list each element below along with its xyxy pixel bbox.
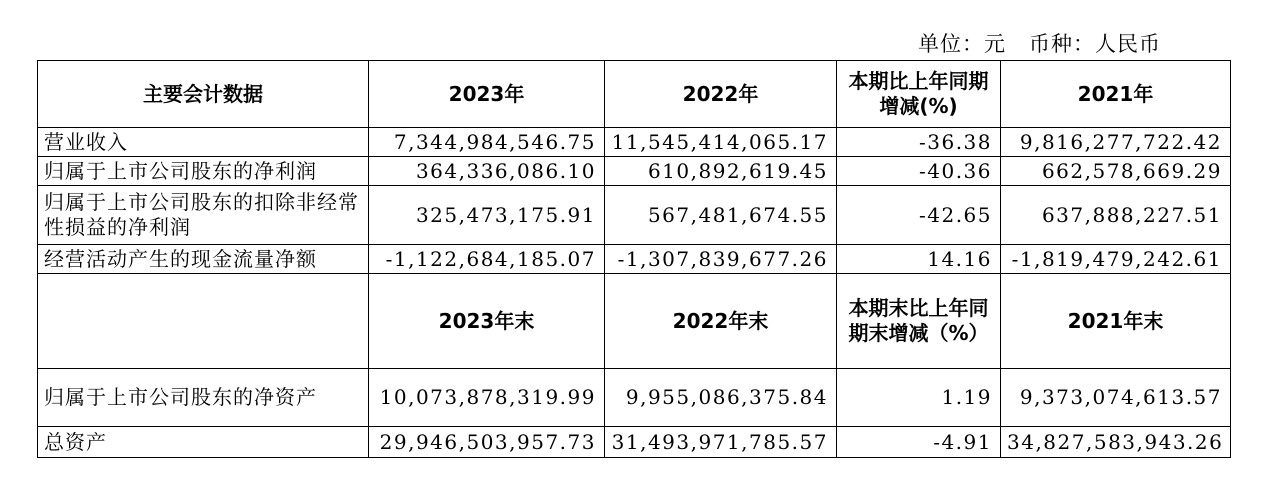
header-2021-end: 2021年末 (1001, 274, 1231, 369)
value-2023: -1,122,684,185.07 (369, 245, 605, 274)
row-label: 归属于上市公司股东的净利润 (38, 157, 369, 186)
header-row-period-end (38, 274, 1231, 369)
header-main-data: 主要会计数据 (38, 61, 369, 128)
table-row (38, 186, 1231, 245)
table-row (38, 128, 1231, 157)
value-change: -40.36 (837, 157, 1001, 186)
value-change: -36.38 (837, 128, 1001, 157)
key-accounting-data-table (37, 60, 1231, 458)
table-row (38, 245, 1231, 274)
row-label: 经营活动产生的现金流量净额 (38, 245, 369, 274)
value-2021: 662,578,669.29 (1001, 157, 1231, 186)
value-2022: 11,545,414,065.17 (605, 128, 837, 157)
row-label: 归属于上市公司股东的净资产 (38, 369, 369, 427)
unit-currency-note: 单位：元 币种：人民币 (917, 32, 1161, 56)
header-blank (38, 274, 369, 369)
header-2023-end: 2023年末 (369, 274, 605, 369)
table-row (38, 369, 1231, 427)
value-2021: 9,816,277,722.42 (1001, 128, 1231, 157)
value-2023: 29,946,503,957.73 (369, 427, 605, 458)
row-label: 归属于上市公司股东的扣除非经常性损益的净利润 (38, 186, 369, 245)
value-2022: 31,493,971,785.57 (605, 427, 837, 458)
value-2023: 325,473,175.91 (369, 186, 605, 245)
value-2022: 610,892,619.45 (605, 157, 837, 186)
value-change: 14.16 (837, 245, 1001, 274)
value-2023: 7,344,984,546.75 (369, 128, 605, 157)
value-change: -4.91 (837, 427, 1001, 458)
value-2021: -1,819,479,242.61 (1001, 245, 1231, 274)
value-2022: -1,307,839,677.26 (605, 245, 837, 274)
value-2021: 637,888,227.51 (1001, 186, 1231, 245)
value-2021: 9,373,074,613.57 (1001, 369, 1231, 427)
header-row-annual (38, 61, 1231, 128)
header-2023: 2023年 (369, 61, 605, 128)
header-2022: 2022年 (605, 61, 837, 128)
table-row (38, 427, 1231, 458)
row-label: 总资产 (38, 427, 369, 458)
header-2022-end: 2022年末 (605, 274, 837, 369)
value-change: -42.65 (837, 186, 1001, 245)
table-row (38, 157, 1231, 186)
value-2023: 10,073,878,319.99 (369, 369, 605, 427)
header-2021: 2021年 (1001, 61, 1231, 128)
value-change: 1.19 (837, 369, 1001, 427)
header-period-end-change: 本期末比上年同期末增减（%） (837, 274, 1001, 369)
value-2023: 364,336,086.10 (369, 157, 605, 186)
value-2022: 567,481,674.55 (605, 186, 837, 245)
row-label: 营业收入 (38, 128, 369, 157)
value-2022: 9,955,086,375.84 (605, 369, 837, 427)
value-2021: 34,827,583,943.26 (1001, 427, 1231, 458)
header-yoy-change: 本期比上年同期增减(%) (837, 61, 1001, 128)
